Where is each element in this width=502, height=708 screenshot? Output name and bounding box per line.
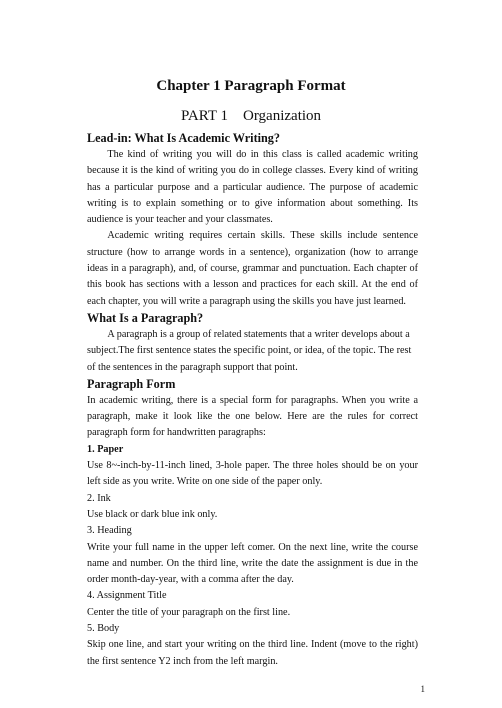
part-title: PART 1 Organization [180, 108, 322, 124]
rule-3-heading: 3. Heading [87, 525, 132, 537]
rule-4-body: Center the title of your paragraph on the first line. [87, 606, 291, 618]
rule-2-body: Use black or dark blue ink only. [87, 508, 218, 520]
rule-5-body: Skip one line, and start your writing on the third line. Indent (move to the right) the first sentence Y2 inch from the left margin. [87, 639, 418, 667]
page-number: 1 [420, 684, 425, 694]
what-is-paragraph-text: A paragraph is a group of related statements that a writer develops about a subject.The first sentence states the specific point, or idea, of the topic. The rest of the sentences in the paragraph support that point. [87, 328, 412, 373]
rule-2-heading: 2. Ink [87, 492, 111, 504]
page-body [87, 130, 418, 670]
lead-in-paragraph-2: Academic writing requires certain skills. These skills include sentence structure (how to arrange words in a sentence), organization (how to arrange ideas in a paragraph), and, of course, grammar and punctuation. Each chapter of this book has sections with a lesson and practices for each skill. At the end of each chapter, you will write a paragraph using the skills you have just learned. [87, 230, 418, 307]
lead-in-paragraph-1: The kind of writing you will do in this class is called academic writing because it is the kind of writing you do in college classes. Every kind of writing has a particular purpose and a particular audience. The purpose of academic writing is to explain something or to give information about something. Its audience is your teacher and your classmates. [87, 149, 418, 226]
rule-4-heading: 4. Assignment Title [87, 590, 167, 602]
rule-1-heading: 1. Paper [87, 443, 124, 455]
paragraph-form-intro: In academic writing, there is a special form for paragraphs. When you write a paragraph, make it look like the one below. Here are the rules for correct paragraph form for handwritten paragraphs: [87, 394, 418, 439]
rule-5-heading: 5. Body [87, 623, 120, 635]
rule-3-body: Write your full name in the upper left comer. On the next line, write the course name and number. On the third line, write the date the assignment is due in the order month-day-year, with a comma after the day. [87, 541, 418, 586]
what-is-paragraph-heading: What Is a Paragraph? [87, 310, 204, 325]
lead-in-heading: Lead-in: What Is Academic Writing? [87, 131, 280, 145]
rule-1-body: Use 8~-inch-by-11-inch lined, 3-hole paper. The three holes should be on your left side as you write. Write on one side of the paper only. [87, 460, 418, 488]
chapter-title: Chapter 1 Paragraph Format [156, 78, 346, 94]
paragraph-form-heading: Paragraph Form [87, 376, 176, 391]
